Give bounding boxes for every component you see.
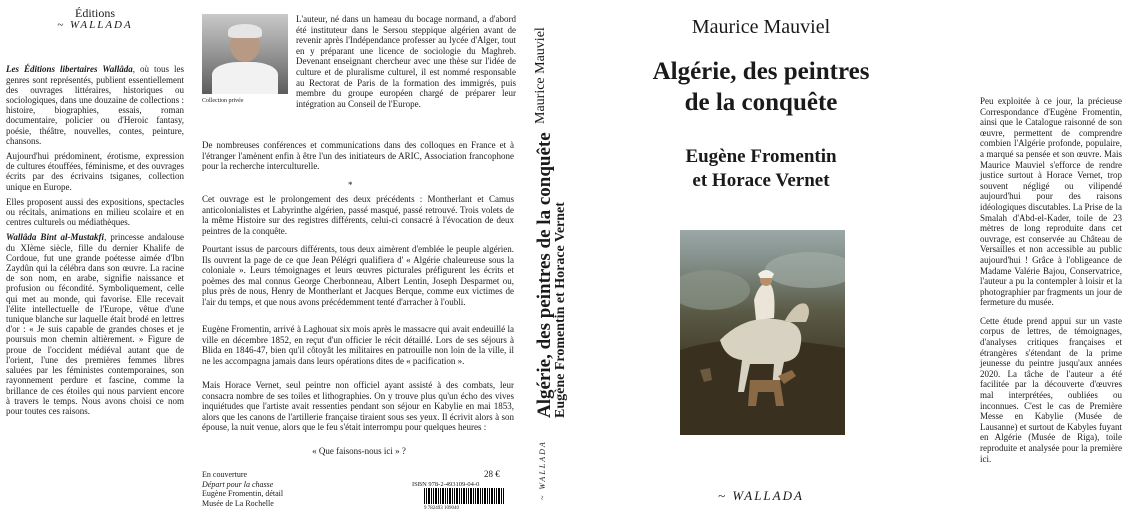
flap-paragraph-publisher: Les Éditions libertaires Wallâda, où tous les genres sont représentés, publient essentiellement des ouvrages littéraires, historiques ou sociologiques, dans une douzaine de collections : histoire, biographies, essais, roman documentaire, policier ou d'Heroic fantasy, poésie, théâtre, nouvelles, contes, peinture, chansons. [6, 64, 184, 146]
cover-title: Algérie, des peintres de la conquête [652, 58, 870, 116]
author-photo [202, 14, 288, 94]
cover-subtitle: Eugène Fromentin et Horace Vernet [685, 146, 837, 191]
cover-credits: En couverture Départ pour la chasse Eugène Fromentin, détail Musée de La Rochelle [202, 470, 284, 508]
flap-paragraph-themes: Aujourd'hui prédominent, érotisme, expression de cultures étouffées, féminisme, et des ouvrages écrits par des écrivains tsiganes, collection unique en Europe. [6, 151, 184, 192]
left-flap [0, 0, 190, 510]
blurb-paragraph-3: Eugène Fromentin, arrivé à Laghouat six mois après le massacre qui avait endeuillé la ville en décembre 1852, en reçut d'un officier le récit détaillé. Lors de ses séjours à Blida en 1846-47, bien qu'il côtoyât les militaires en patrouille non loin de la ville, il ne les accompagna jamais dans leurs opérations dites de « pacification ». [202, 324, 514, 366]
spine-logo: ~ WALLADA [538, 440, 547, 500]
separator-star: * [348, 180, 353, 190]
publisher-logo: ~ WALLADA [57, 19, 133, 32]
cover-painting [680, 230, 845, 435]
flap-right-paragraph-1: Peu exploitée à ce jour, la précieuse Correspondance d'Eugène Fromentin, ainsi que le Catalogue raisonné de son œuvre, permettent de comprendre combien l'Algérie profonde, populaire, a marqué sa pensée et son œuvre. Mais Maurice Mauviel s'efforce de rendre justice surtout à Horace Vernet, trop souvent négligé ou vilipendé aujourd'hui pour des raisons idéologiques discutables. La Prise de la Smalah d'Abd-el-Kader, toile de 23 mètres de long reproduite dans cet ouvrage, est conservée au Château de Versailles et non accessible au public aujourd'hui ! Grâce à l'obligeance de Madame Valérie Bajou, Conservatrice, l'auteur a pu la contempler à loisir et la photographier par fragments un jour de fermeture du musée. [980, 96, 1122, 308]
back-cover [198, 0, 520, 510]
blurb-paragraph-4: Mais Horace Vernet, seul peintre non officiel ayant assisté à des combats, leur consacra nombre de ses toiles et lithographies. On y trouve plus qu'un écho des vives inquiétudes que l'artiste avait ressenties pendant son séjour en Kabylie en mai 1853, alors que les canons de l'artillerie française tiraient sous ses yeux. Il écrivit alors à son épouse, la nuit venue, alors que le feu s'était interrompu pour quelques heures : [202, 380, 514, 433]
flap-paragraph-events: Elles proposent aussi des expositions, spectacles ou récitals, animations en milieu scolaire et en centres culturels ou médiathèques. [6, 196, 184, 228]
spine-title: Algérie, des peintres de la conquête [534, 132, 555, 418]
flap-paragraph-wallada: Wallâda Bint al-Mustakfi, princesse andalouse du XIème siècle, fille du dernier Khalife de Cordoue, fut une grande poétesse aimée d'Ibn Zaydûn qui la célébra dans son œuvre. La racine de son nom, en arabe, signifie naissance et profusion ou fécondité. Symboliquement, celle qui met au monde, qui favorise. Elle recevait l'élite intellectuelle de l'Europe, vêtue d'une tunique blanche sur laquelle était brodé en lettres d'or : « Je suis capable de grandes choses et je poursuis mon chemin altièrement. » Figure de proue de l'occident médiéval autant que de l'orient, l'une des premières femmes libres saluées par les féministes contemporaines, son rayonnement perdure et fascine, comme la brillance de ces étoiles qui nous parvient encore à travers le temps. Nous avons choisi ce nom pour toutes ces raisons. [6, 232, 184, 416]
blurb-paragraph-1: Cet ouvrage est le prolongement des deux précédents : Montherlant et Camus anticolonialistes et Labyrinthe algérien, passé masqué, passé retrouvé. Trois volets de la même Histoire sur des registres différents, celui-ci consacré à l'évocation de deux peintres de la conquête. [202, 194, 514, 236]
photo-caption: Collection privée [202, 98, 244, 104]
spine-subtitle: Eugène Fromentin et Horace Vernet [553, 202, 568, 418]
barcode-number: 9 782493 109040 [424, 506, 459, 511]
author-bio-continued: De nombreuses conférences et communications dans des colloques en France et à l'étranger l'amènent enfin à être l'un des initiateurs de ARIC, Association francophone pour la recherche interculturelle. [202, 140, 514, 172]
author-bio: L'auteur, né dans un hameau du bocage normand, a d'abord été instituteur dans le Sersou steppique algérien avant de revenir après l'Indépendance professer au lycée d'Alger, tout en y préparant une licence de sociologie du Maghreb. Devenant enseignant chercheur avec une thèse sur l'idée de culture et de pluralisme culturel, il est nommé responsable au Rectorat de Paris de la formation des immigrés, puis membre du groupe européen chargé de préparer leur intégration au Conseil de l'Europe. [296, 14, 516, 109]
price: 28 € [484, 469, 500, 479]
spine-author: Maurice Mauviel [533, 27, 548, 124]
flap-right-paragraph-2: Cette étude prend appui sur un vaste corpus de lettres, de témoignages, d'analyses critiques françaises et étrangères s'étendant de la prime jeunesse du peintre jusqu'aux années 2020. La tâche de l'auteur a été facilitée par la découverte d'œuvres mal interprétées, oubliées ou inconnues. C'est le cas de Première Messe en Kabylie (Musée de Lausanne) et surtout de Kabyles fuyant en Algérie (Musée de Riga), toile reproduite et analysée pour la première ici. [980, 315, 1122, 464]
vernet-quote: « Que faisons-nous ici » ? [312, 446, 406, 456]
publisher-heading: Éditions [74, 6, 115, 20]
isbn: ISBN 978-2-493109-04-0 [412, 481, 480, 488]
front-cover [596, 0, 926, 510]
barcode [424, 488, 504, 504]
right-flap [976, 0, 1126, 510]
cover-author: Maurice Mauviel [691, 16, 831, 38]
blurb-paragraph-2: Pourtant issus de parcours différents, tous deux aimèrent d'emblée le peuple algérien. Ils ouvrent la page de ce que Jean Pélégri qualifiera d' « Algérie chaleureuse sous la coloniale ». Leurs témoignages et leurs œuvres picturales préfigurent les écrits et poèmes des mal connus George Cherbonneau, Albert Lentin, Joseph Desparmet ou, plus près de nous, Henry de Montherlant et Jacques Berque, comme eux victimes de l'air du temps, et que nous avons précédemment tenté d'arracher à l'oubli. [202, 244, 514, 307]
front-logo: ~ WALLADA [718, 488, 804, 503]
